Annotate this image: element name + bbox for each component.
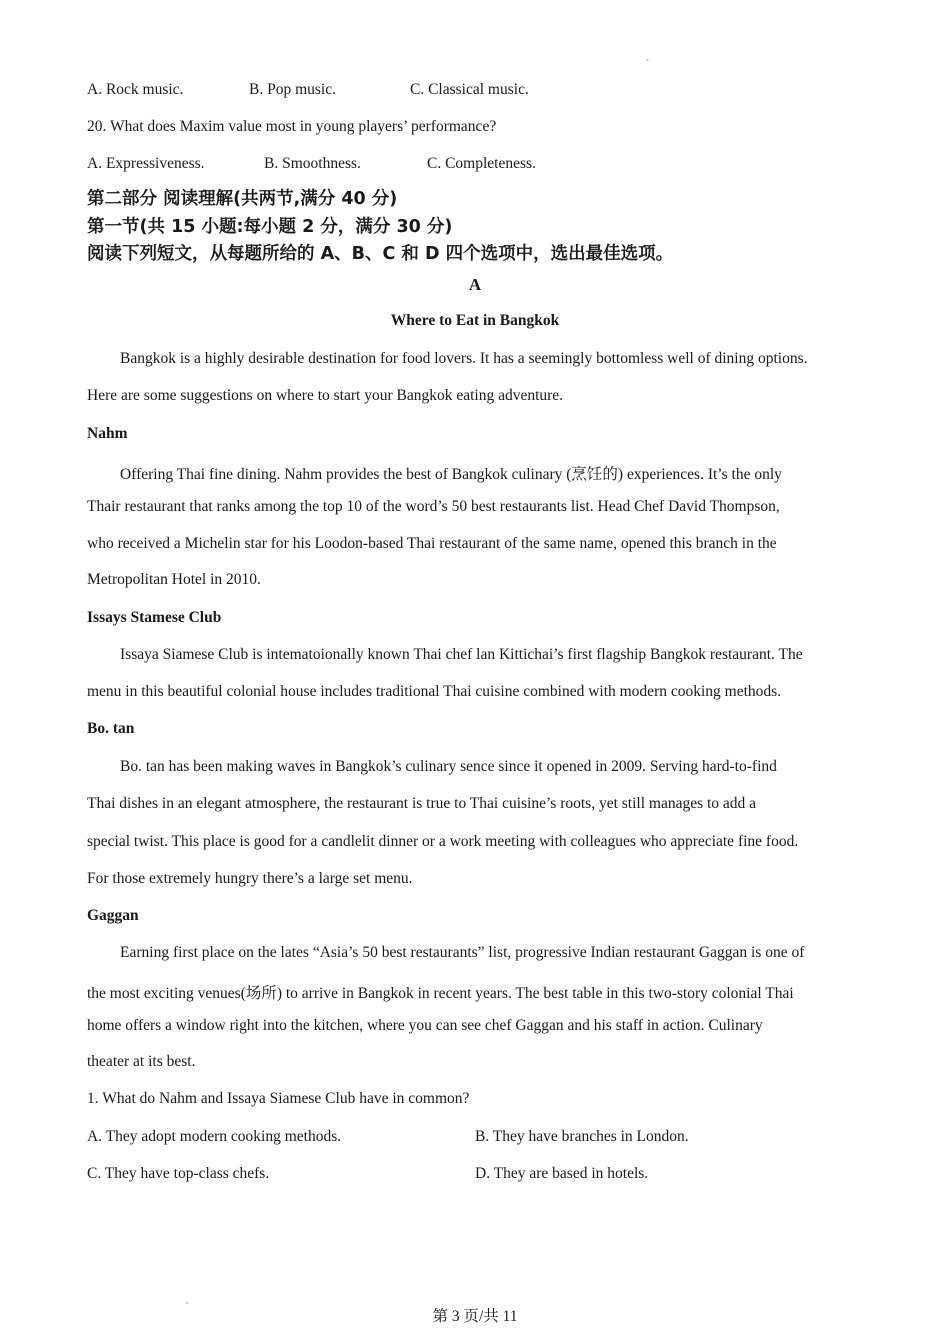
passage-title: Where to Eat in Bangkok xyxy=(390,312,560,329)
botan-line-3: special twist. This place is good for a candlelit dinner or a work meeting with colleagues who appreciate fine food. xyxy=(87,833,799,850)
scan-mark: ˜ xyxy=(646,58,649,67)
question-1-option-d: D. They are based in hotels. xyxy=(475,1165,649,1182)
scan-mark: ˜ xyxy=(186,1301,189,1310)
question-1-stem: 1. What do Nahm and Issaya Siamese Club have in common? xyxy=(87,1090,470,1107)
page-footer: 第 3 页/共 11 xyxy=(432,1308,518,1325)
passage-label: A xyxy=(468,275,482,294)
q20-question: 20. What does Maxim value most in young players’ performance? xyxy=(87,118,497,135)
q19-option-a: A. Rock music. xyxy=(87,81,184,98)
q19-option-c: C. Classical music. xyxy=(410,81,529,98)
botan-line-1: Bo. tan has been making waves in Bangkok’s culinary sence since it opened in 2009. Serving hard-to-find xyxy=(120,758,777,775)
gaggan-line-2: the most exciting venues(场所) to arrive in Bangkok in recent years. The best table in this two-story colonial Thai xyxy=(87,985,794,1002)
restaurant-name-botan: Bo. tan xyxy=(87,720,135,737)
question-1-option-c: C. They have top-class chefs. xyxy=(87,1165,270,1182)
restaurant-name-issaya: Issays Stamese Club xyxy=(87,609,222,626)
q20-option-a: A. Expressiveness. xyxy=(87,155,205,172)
restaurant-name-nahm: Nahm xyxy=(87,425,128,442)
question-1-option-a: A. They adopt modern cooking methods. xyxy=(87,1128,342,1145)
intro-line-1: Bangkok is a highly desirable destination for food lovers. It has a seemingly bottomless well of dining options. xyxy=(120,350,808,367)
gaggan-line-4: theater at its best. xyxy=(87,1053,196,1070)
question-1-option-b: B. They have branches in London. xyxy=(475,1128,689,1145)
part2-heading: 第二部分 阅读理解(共两节,满分 40 分) xyxy=(87,189,398,209)
section1-heading: 第一节(共 15 小题:每小题 2 分，满分 30 分) xyxy=(87,217,453,237)
q20-option-c: C. Completeness. xyxy=(427,155,536,172)
botan-line-4: For those extremely hungry there’s a large set menu. xyxy=(87,870,413,887)
botan-line-2: Thai dishes in an elegant atmosphere, the restaurant is true to Thai cuisine’s roots, yet still manages to add a xyxy=(87,795,757,812)
reading-instruction: 阅读下列短文，从每题所给的 A、B、C 和 D 四个选项中，选出最佳选项。 xyxy=(87,244,674,264)
nahm-line-2: Thair restaurant that ranks among the top 10 of the word’s 50 best restaurants list. Head Chef David Thompson, xyxy=(87,498,780,515)
nahm-line-3: who received a Michelin star for his Loodon-based Thai restaurant of the same name, opened this branch in the xyxy=(87,535,777,552)
gaggan-line-1: Earning first place on the lates “Asia’s 50 best restaurants” list, progressive Indian restaurant Gaggan is one of xyxy=(120,944,805,961)
issaya-line-1: Issaya Siamese Club is intematoionally known Thai chef lan Kittichai’s first flagship Bangkok restaurant. The xyxy=(120,646,803,663)
intro-line-2: Here are some suggestions on where to start your Bangkok eating adventure. xyxy=(87,387,564,404)
q20-option-b: B. Smoothness. xyxy=(264,155,361,172)
nahm-line-1: Offering Thai fine dining. Nahm provides the best of Bangkok culinary (烹饪的) experiences. It’s the only xyxy=(120,466,782,483)
restaurant-name-gaggan: Gaggan xyxy=(87,907,139,924)
gaggan-line-3: home offers a window right into the kitchen, where you can see chef Gaggan and his staff in action. Culinary xyxy=(87,1017,763,1034)
issaya-line-2: menu in this beautiful colonial house includes traditional Thai cuisine combined with modern cooking methods. xyxy=(87,683,782,700)
q19-option-b: B. Pop music. xyxy=(249,81,336,98)
nahm-line-4: Metropolitan Hotel in 2010. xyxy=(87,571,261,588)
